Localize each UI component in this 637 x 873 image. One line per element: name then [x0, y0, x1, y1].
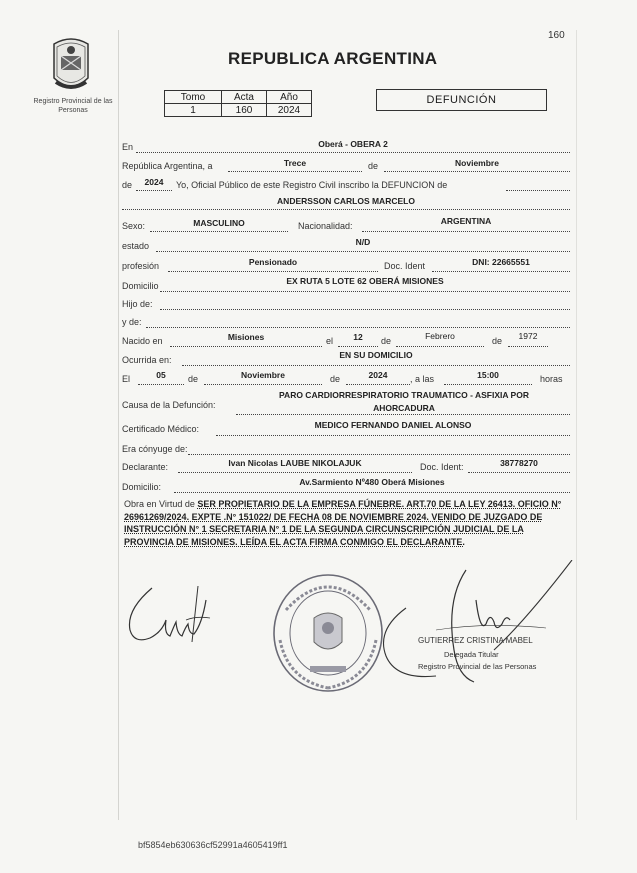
def-month-underline — [204, 384, 322, 385]
def-de-label: de — [188, 374, 199, 384]
def-time-underline — [444, 384, 532, 385]
declarante-underline — [178, 472, 412, 473]
certificado-value: MEDICO FERNANDO DANIEL ALONSO — [314, 420, 472, 430]
domicilio-value: EX RUTA 5 LOTE 62 OBERÁ MISIONES — [286, 276, 444, 286]
causa-line-1: PARO CARDIORRESPIRATORIO TRAUMATICO - ASFIXIA POR — [279, 390, 529, 400]
def-year: 2024 — [368, 370, 388, 380]
page-number: 160 — [548, 30, 565, 41]
nac-month-underline — [396, 346, 484, 347]
def-month: Noviembre — [241, 370, 285, 380]
nacido-label: Nacido en — [122, 336, 163, 346]
en-underline — [136, 152, 570, 153]
domicilio-underline — [160, 291, 570, 292]
def-time: 15:00 — [477, 370, 499, 380]
doc-ident-underline — [432, 271, 570, 272]
nacionalidad-value: ARGENTINA — [440, 216, 492, 226]
nac-month: Febrero — [425, 331, 455, 341]
signatory-org: Registro Provincial de las Personas — [418, 662, 537, 671]
nac-day-underline — [338, 346, 378, 347]
day-underline — [228, 171, 362, 172]
acta-header: Acta — [222, 91, 267, 104]
decl-doc-label: Doc. Ident: — [420, 462, 464, 472]
nac-de-label: de — [381, 336, 392, 346]
oficial-text: Yo, Oficial Público de este Registro Civil inscribo la DEFUNCION de — [176, 180, 448, 190]
registry-label: Registro Provincial de las Personas — [33, 98, 113, 114]
estado-value: N/D — [355, 237, 371, 247]
acta-value: 160 — [222, 104, 267, 117]
obra-en-virtud-paragraph — [124, 498, 572, 548]
def-day-underline — [138, 384, 184, 385]
el-label: el — [326, 336, 334, 346]
signatory-name: GUTIERREZ CRISTINA MABEL — [418, 636, 533, 645]
domicilio2-label: Domicilio: — [122, 482, 162, 492]
document-hash: bf5854eb630636cf52991a4605419ff1 — [138, 840, 288, 850]
certificado-underline — [216, 435, 570, 436]
ocurrida-value: EN SU DOMICILIO — [339, 350, 413, 360]
province-coat-of-arms-logo — [46, 34, 96, 96]
alas-label: , a las — [410, 374, 435, 384]
month-word: Noviembre — [455, 158, 499, 168]
nacionalidad-label: Nacionalidad: — [298, 221, 353, 231]
def-year-underline — [346, 384, 410, 385]
decl-doc-underline — [468, 472, 570, 473]
el2-label: El — [122, 374, 131, 384]
name-underline — [122, 209, 570, 210]
tomo-value: 1 — [165, 104, 222, 117]
obra-text: SER PROPIETARIO DE LA EMPRESA FÚNEBRE. ART.70 DE LA LEY 26413. OFICIO N° 26961269/2024. EXPTE .N° 151022/ DE FECHA 08 DE NOVIEMBRE 2024. VENIDO DE JUZGADO DE INSTRUCCIÓN N° 1 SECRETARIA N° 1 DE LA SEGUNDA CIRCUNSCRIPCIÓN JUDICIAL DE LA PROVINCIA DE MISIONES. LEÍDA EL ACTA FIRMA CONMIGO EL DECLARANTE. — [124, 499, 562, 547]
obra-prefix: Obra en Virtud de — [124, 499, 195, 509]
declarante-label: Declarante: — [122, 462, 169, 472]
en-value: Oberá - OBERA 2 — [318, 139, 388, 149]
decl-doc-value: 38778270 — [500, 458, 538, 468]
registry-seal-stamp — [270, 570, 386, 696]
domicilio2-value: Av.Sarmiento Nº480 Oberá Misiones — [299, 477, 445, 487]
conyuge-underline — [188, 454, 570, 455]
y-de-label: y de: — [122, 317, 142, 327]
en-label: En — [122, 142, 134, 152]
year-value: 2024 — [144, 177, 164, 187]
hijo-label: Hijo de: — [122, 299, 153, 309]
nac-de2-label: de — [492, 336, 503, 346]
sexo-value: MASCULINO — [193, 218, 245, 228]
ocurrida-underline — [182, 365, 570, 366]
nacionalidad-underline — [362, 231, 570, 232]
profesion-underline — [168, 271, 378, 272]
domicilio2-underline — [174, 492, 570, 493]
year-underline — [136, 190, 172, 191]
estado-label: estado — [122, 241, 150, 251]
nacido-value: Misiones — [227, 332, 265, 342]
sexo-label: Sexo: — [122, 221, 146, 231]
right-margin-line — [576, 30, 577, 820]
doc-ident-label: Doc. Ident — [384, 261, 426, 271]
hijo-underline — [160, 309, 570, 310]
anio-header: Año — [267, 91, 312, 104]
deceased-name: ANDERSSON CARLOS MARCELO — [277, 196, 415, 206]
nacido-underline — [170, 346, 322, 347]
sexo-underline — [150, 231, 288, 232]
document-title: REPUBLICA ARGENTINA — [228, 49, 438, 68]
tomo-acta-table — [164, 90, 312, 117]
declarant-signature — [122, 580, 212, 654]
domicilio-label: Domicilio — [122, 281, 159, 291]
def-de2-label: de — [330, 374, 341, 384]
ocurrida-label: Ocurrida en: — [122, 355, 172, 365]
republica-label: República Argentina, a — [122, 161, 213, 171]
horas-label: horas — [540, 374, 563, 384]
def-day: 05 — [156, 370, 166, 380]
nac-day: 12 — [353, 332, 363, 342]
causa-underline — [236, 414, 570, 415]
signatory-role: Delegada Titular — [444, 650, 499, 659]
profesion-value: Pensionado — [248, 257, 298, 267]
estado-underline — [156, 251, 570, 252]
nac-year: 1972 — [518, 331, 538, 341]
oficial-underline — [506, 190, 570, 191]
de2-label: de — [122, 180, 133, 190]
profesion-label: profesión — [122, 261, 160, 271]
left-margin-line — [118, 30, 119, 820]
month-underline — [384, 171, 570, 172]
anio-value: 2024 — [267, 104, 312, 117]
y-de-underline — [146, 327, 570, 328]
causa-line-2: AHORCADURA — [373, 403, 435, 413]
doc-ident-value: DNI: 22665551 — [472, 257, 530, 267]
de-label: de — [368, 161, 379, 171]
tomo-header: Tomo — [165, 91, 222, 104]
nac-year-underline — [508, 346, 548, 347]
declarante-value: Ivan Nicolas LAUBE NIKOLAJUK — [228, 458, 362, 468]
day-word: Trece — [283, 158, 307, 168]
causa-label: Causa de la Defunción: — [122, 400, 216, 410]
certificado-label: Certificado Médico: — [122, 424, 200, 434]
conyuge-label: Era cónyuge de: — [122, 444, 188, 454]
document-type-box: DEFUNCIÓN — [376, 89, 547, 111]
